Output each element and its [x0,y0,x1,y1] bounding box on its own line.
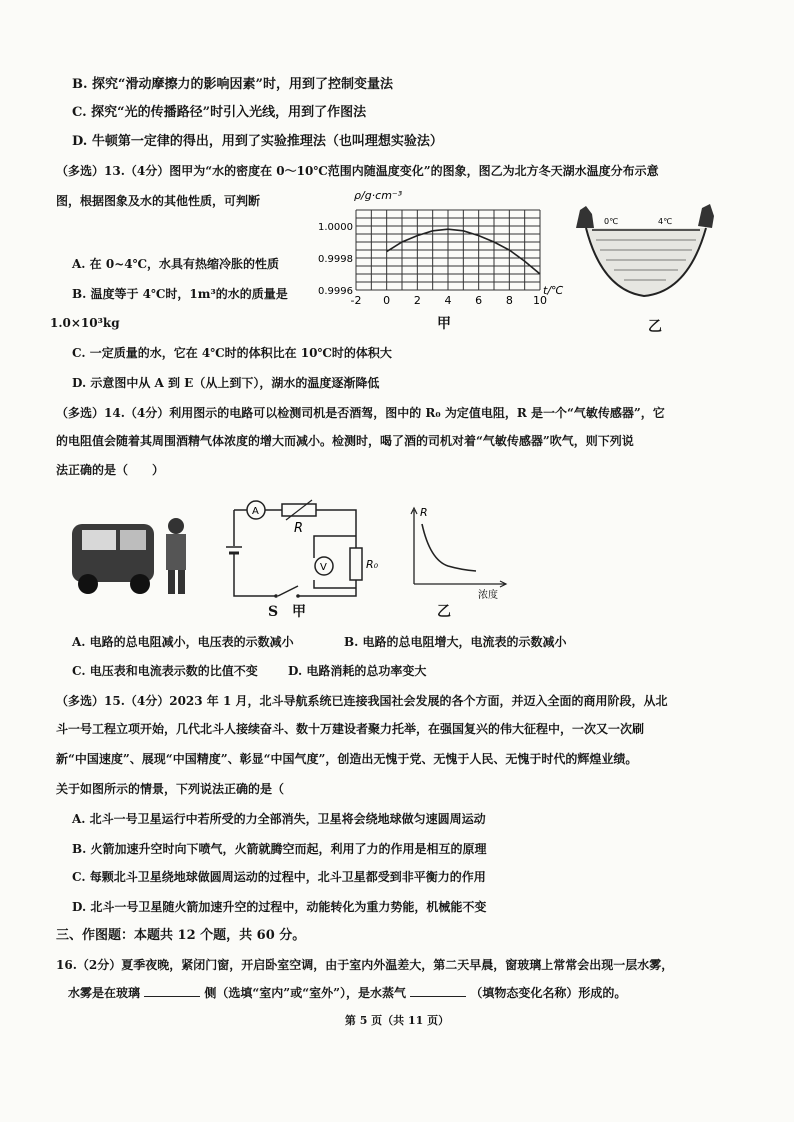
q14-stem-line2: 的电阻值会随着其周围酒精气体浓度的增大而减小。检测时，喝了酒的司机对着“气敏传感器”吹气，则下列说 [56,434,634,448]
prev-option-b: B. 探究“滑动摩擦力的影响因素”时，用到了控制变量法 [72,77,393,92]
density-temperature-chart [306,188,564,314]
lake-illustration [572,200,722,312]
q15-option-a: A. 北斗一号卫星运行中若所受的力全部消失，卫星将会绕地球做匀速圆周运动 [72,812,486,826]
graph-caption: 乙 [437,604,451,620]
x-tick-label: -2 [350,294,362,307]
q15-option-d: D. 北斗一号卫星随火箭加速升空的过程中，动能转化为重力势能，机械能不变 [72,900,487,914]
lake-caption: 乙 [648,319,662,335]
lake-left-bank [576,206,594,228]
svg-text:A: A [252,506,259,517]
q15-stem-line4: 关于如图所示的情景，下列说法正确的是（ [56,782,285,796]
q15-option-c: C. 每颗北斗卫星绕地球做圆周运动的过程中，北斗卫星都受到非平衡力的作用 [72,870,486,884]
svg-text:浓度: 浓度 [478,590,498,601]
lake-temp-top: 0℃ [604,217,619,226]
breathalyzer-picture [68,506,198,598]
x-tick-label: 6 [475,294,483,307]
page-footer: 第 5 页（共 11 页） [344,1014,450,1027]
q16-text-b: 侧（选填“室内”或“室外”），是水蒸气 [204,986,407,1000]
q14-option-d: D. 电路消耗的总功率变大 [288,664,427,678]
resistance-curve [422,524,476,571]
y-tick-label: 1.0000 [318,222,353,233]
q13-stem-line2: 图，根据图象及水的其他性质，可判断 [56,194,261,208]
q13-option-a: A. 在 0~4℃，水具有热缩冷胀的性质 [72,257,279,271]
lake-temp-bottom: 4℃ [658,217,673,226]
q16-blank-2[interactable] [410,984,466,997]
switch-label: S [268,604,279,620]
y-tick-label: 0.9998 [318,254,353,265]
voltmeter-symbol [315,557,333,575]
x-tick-label: 10 [533,294,547,307]
prev-option-c: C. 探究“光的传播路径”时引入光线，用到了作图法 [72,105,367,120]
q14-option-c: C. 电压表和电流表示数的比值不变 [72,664,258,678]
svg-text:R: R [420,506,428,519]
x-tick-label: 4 [444,294,452,307]
x-tick-label: 8 [505,294,513,307]
svg-text:V: V [320,562,327,573]
chart-caption: 甲 [437,316,451,332]
q13-option-c: C. 一定质量的水，它在 4℃时的体积比在 10℃时的体积大 [72,346,392,360]
svg-text:R₀: R₀ [366,558,379,571]
q16-stem-line1: 16.（2分）夏季夜晚，紧闭门窗，开启卧室空调，由于室内外温差大，第二天早晨，窗玻璃上常常会出现一层水雾， [56,958,674,972]
q14-stem-line3: 法正确的是（ ） [56,463,165,477]
x-tick-label: 2 [413,294,421,307]
q13-option-b-cont: 1.0×10³kg [50,316,120,330]
q13-option-d: D. 示意图中从 A 到 E（从上到下），湖水的温度逐渐降低 [72,376,380,390]
q14-option-a: A. 电路的总电阻减小，电压表的示数减小 [72,635,294,649]
q16-text-c: （填物态变化名称）形成的。 [470,986,627,1000]
prev-option-d: D. 牛顿第一定律的得出，用到了实验推理法（也叫理想实验法） [72,134,443,149]
q14-option-b: B. 电路的总电阻增大，电流表的示数减小 [344,635,567,649]
q16-blank-1[interactable] [144,984,200,997]
lake-basin [586,228,706,296]
q16-stem-line2 [68,984,626,1002]
svg-text:R: R [294,521,304,536]
battery-symbol [226,546,242,554]
circuit-caption: 甲 [292,604,306,620]
q15-stem-line3: 新“中国速度”、展现“中国精度”、彰显“中国气度”，创造出无愧于党、无愧于人民、无愧于时代的辉煌业绩。 [56,752,638,766]
q13-stem-line1: （多选）13.（4分）图甲为“水的密度在 0～10℃范围内随温度变化”的图象，图乙为北方冬天湖水温度分布示意 [56,164,659,178]
lake-right-bank [698,204,714,228]
q15-stem-line2: 斗一号工程立项开始，几代北斗人接续奋斗、数十万建设者聚力托举，在强国复兴的伟大征程中，一次又一次刷 [56,722,645,736]
gas-sensor-resistor [282,500,316,536]
chart-ylabel: ρ/g·cm⁻³ [354,189,403,202]
y-tick-label: 0.9996 [318,286,353,297]
q15-stem-line1: （多选）15.（4分）2023 年 1 月，北斗导航系统已连接我国社会发展的各个方面，并迈入全面的商用阶段，从北 [56,694,668,708]
q16-text-a: 水雾是在玻璃 [68,986,141,1000]
q13-option-b: B. 温度等于 4℃时，1m³的水的质量是 [72,287,288,301]
circuit-diagram [218,496,388,616]
fixed-resistor-r0 [350,548,379,580]
resistance-concentration-graph [396,504,512,600]
x-tick-label: 0 [383,294,391,307]
q14-stem-line1: （多选）14.（4分）利用图示的电路可以检测司机是否酒驾，图中的 R₀ 为定值电阻，R 是一个“气敏传感器”，它 [56,406,665,420]
chart-grid [356,210,540,290]
q15-option-b: B. 火箭加速升空时向下喷气，火箭就腾空而起，利用了力的作用是相互的原理 [72,842,487,856]
ammeter-symbol [247,501,265,519]
section-heading: 三、作图题：本题共 12 个题，共 60 分。 [56,928,306,943]
chart-xlabel: t/℃ [543,284,564,297]
